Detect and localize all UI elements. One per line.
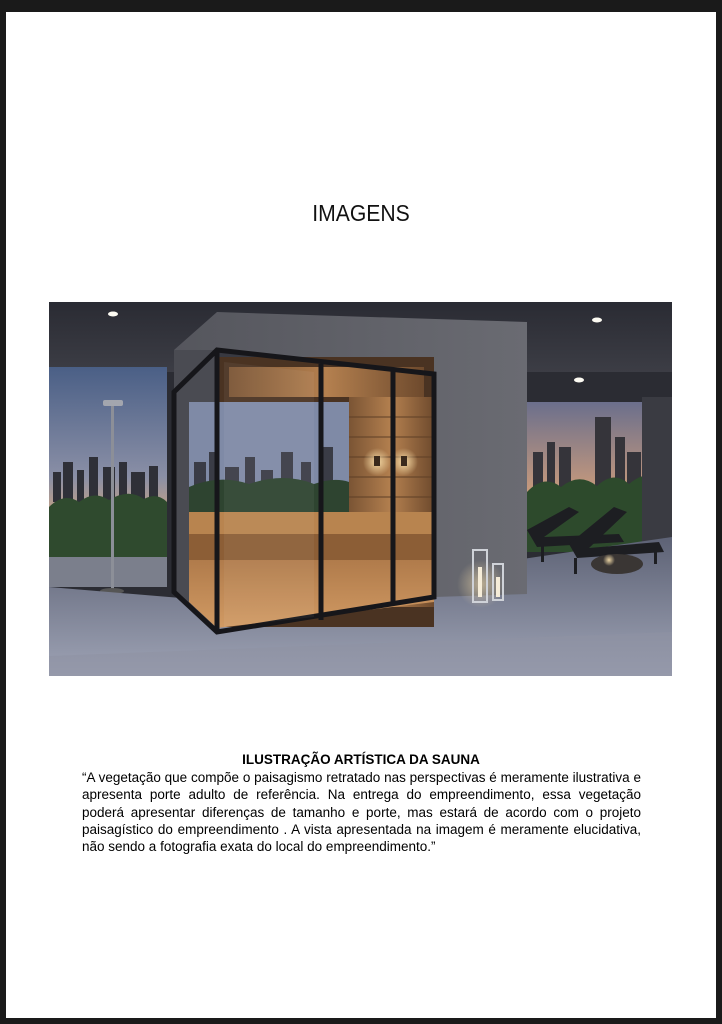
document-page (6, 12, 716, 1018)
page-heading: IMAGENS (312, 200, 410, 226)
image-caption-disclaimer: “A vegetação que compõe o paisagismo retratado nas perspectivas é meramente ilustrativa e apresenta porte adulto de referência. Na entrega do empreendimento, essa vegetação poderá apresentar diferenças de tamanho e porte, mas estará de acordo com o projeto paisagístico do empreendimento . A vista apresentada na imagem é meramente elucidativa, não sendo a fotografia exata do local do empreendimento.” (82, 770, 641, 855)
image-caption-title: ILUSTRAÇÃO ARTÍSTICA DA SAUNA (242, 752, 480, 767)
sauna-illustration-image (49, 302, 672, 676)
sauna-render-graphic (49, 302, 672, 676)
